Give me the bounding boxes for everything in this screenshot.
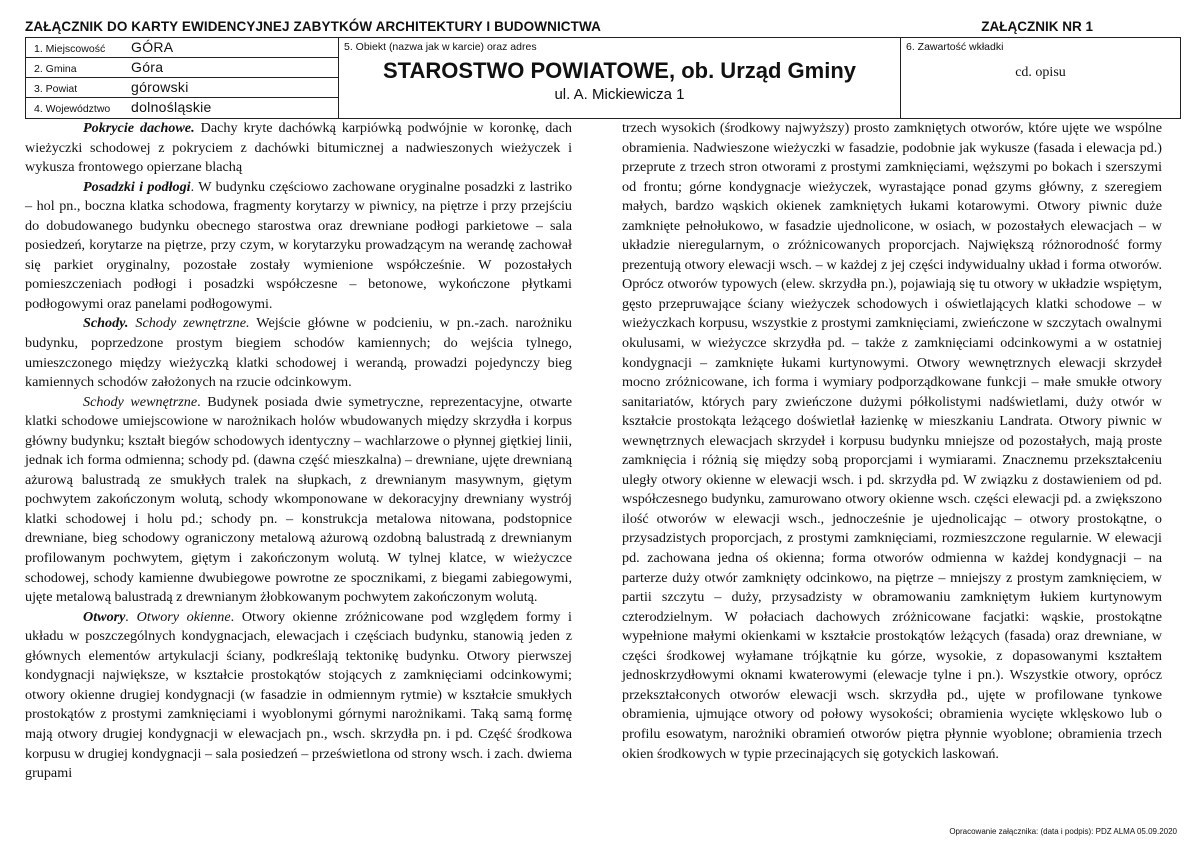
field-value: GÓRA	[131, 39, 174, 55]
paragraph-floors	[25, 178, 572, 315]
header-table	[25, 37, 1181, 119]
paragraph-openings	[25, 608, 572, 784]
contents-label: 6. Zawartość wkładki	[906, 41, 1004, 53]
annex-number: ZAŁĄCZNIK NR 1	[981, 19, 1093, 34]
field-label: 4. Województwo	[34, 103, 111, 115]
subheading-windows: . Otwory okienne	[125, 608, 231, 625]
document-title: ZAŁĄCZNIK DO KARTY EWIDENCYJNEJ ZABYTKÓW ARCHITEKTURY I BUDOWNICTWA	[25, 19, 601, 34]
contents-cell	[901, 38, 1180, 118]
field-value: dolnośląskie	[131, 99, 212, 115]
object-label: 5. Obiekt (nazwa jak w karcie) oraz adres	[344, 41, 537, 53]
field-value: Góra	[131, 59, 164, 75]
heading-openings: Otwory	[83, 608, 126, 625]
paragraph-stairs-interior	[25, 393, 572, 608]
paragraph-text: Dachy kryte dachówką karpiówką podwójnie w koronkę, dach wieżyczki schodowej z pokryciem z dachówki bitumicznej a nadwieszonych wieżyczek i wykusza frontowego opierzane blachą	[25, 120, 572, 176]
paragraph-text: . Otwory okienne zróżnicowane pod względem formy i układu w poszczególnych kondygnacjach, elewacjach i częściach budynku, stanowią jeden z głównych elementów artykulacji ściany, podkreślają tektonikę budynku. Otwory pierwszej kondygnacji największe, w kształcie prostokątów stojących z zamknięciami odcinkowymi; otwory okienne drugiej kondygnacji (w fasadzie in odmiennym rytmie) w kształcie smukłych prostokątów z prostymi zamknięciami i wyoblonymi górnymi narożnikami. Taką samą formę mają otwory drugiej kondygnacji w elewacjach pn., wsch. skrzydła pn. i pd. Część środkowa korpusu w drugiej kondygnacji – sala posiedzeń – prześwietlona od strony wsch. i zach. dwiema grupami	[25, 608, 572, 782]
object-address: ul. A. Mickiewicza 1	[554, 86, 685, 103]
field-value: górowski	[131, 79, 189, 95]
heading-roofing: Pokrycie dachowe.	[83, 120, 195, 136]
field-voivodeship	[26, 98, 338, 118]
heading-stairs: Schody.	[83, 315, 129, 332]
field-commune	[26, 58, 338, 78]
footer-signature: Opracowanie załącznika: (data i podpis): PDZ ALMA 05.09.2020	[949, 827, 1177, 836]
field-label: 2. Gmina	[34, 63, 77, 75]
subheading-interior-stairs: Schody wewnętrzne	[83, 393, 198, 410]
subheading-exterior-stairs: Schody zewnętrzne.	[128, 315, 250, 332]
paragraph-text: . W budynku częściowo zachowane oryginalne posadzki z lastriko – hol pn., boczna klatka schodowa, fragmenty korytarzy w piwnicy, na piętrze i przy przejściu do dobudowanego budynku obecnego starostwa oraz drewniane podłogi parkietowe – sala posiedzeń, korytarze na piętrze, przy czym, w korytarzyku prowadzącym na werandę zachował się parkiet oryginalny, pozostałe zostały wymienione współcześnie. W pozostałych pomieszczeniach podłogi i posadzki współczesne – betonowe, wykończone płytkami podłogowymi oraz panelami podłogowymi.	[25, 178, 573, 312]
field-locality	[26, 38, 338, 58]
paragraph-roofing	[25, 119, 572, 178]
paragraph-openings-continued: trzech wysokich (środkowy najwyższy) prosto zamkniętych otworów, które ujęte we wspólne obramienia. Nadwieszone wieżyczki w fasadzie, podobnie jak wykusze (fasada i elewacja pd.) przeprute z trzech stron otworami z prostymi zamknięciami, węższymi po bokach i szerszymi od frontu; górne kondygnacje wieżyczek, wyrastające ponad gzyms główny, z szeregiem małych, bardzo wąskich okienek zamkniętych łukami kotarowymi. Otwory piwnic duże zamknięte pełnołukowo, w fasadzie ujednolicone, w osiach, w pozostałych elewacjach – w układzie nieregularnym, o zróżnicowanych proporcjach. Największą różnorodność formy prezentują otwory elewacji wsch. – w każdej z jej części indywidualny układ i forma otworów. Oprócz otworów typowych (elew. skrzydła pn.), pojawiają się tu otwory w układzie wspiętym, gęsto przepruwające ściany wieżyczek schodowych i oświetlających klatki schodowe – w wieżyczkach korpusu, wszystkie z prostymi zamknięciami, zwieńczone w szczytach owalnymi okulusami, w wieżyczce skrzydła pd. – także z zamknięciami odcinkowymi a w ostatniej kondygnacji – zamknięte łukami kurtynowymi. Otwory wewnętrznych elewacji skrzydeł mocno zróżnicowane, ich forma i wymiary podporządkowane funkcji – małe smukłe otwory sanitariatów, których pary zwieńczone dużymi półkolistymi nadświetlami, duży otwór w kształcie prostokąta leżącego doświetlał łazienkę w mieszkaniu Landrata. Otwory piwnic w wewnętrznych elewacjach skrzydeł i korpusu budynku mniejsze od pozostałych, mają proste zamknięcia i różnią się między sobą proporcjami i wymiarami. Znacznemu przekształceniu uległy otwory okienne w elewacji wsch. i pd. skrzydła pd. W związku z dostawieniem od pd. współczesnego budynku, zamurowano otwory okienne wsch. części elewacji pd. a zwiększono ilość otworów w elewacji wsch., jednocześnie je ujednolicając – otwory prostokątne, o przysadzistych proporcjach, z prostymi zamknięciami, rozmieszczone regularnie. W elewacji pd. zachowana jedna oś okienna; forma otworów odmienna w każdej kondygnacji – na parterze duży otwór zamknięty odcinkowo, na piętrze – mniejszy z prostym zamknięciem, w partii szczytu – duży, przysadzisty w obramowaniu zamkniętym łukiem kurtynowym czterodzielnym. W połaciach dachowych zróżnicowane facjatki: wąskie, prostokątne wypełnione małymi okienkami w kształcie prostokątów leżących (fasada) oraz drewniane, w części środkowej wyłamane trójkątnie ku górze, wysokie, z dopasowanymi kształtem jednoskrzydłowymi oknami kwaterowymi (elewacje tylne i pn.). Wszystkie otwory, oprócz przekształconych otworów elewacji wsch. skrzydła pd., ujęte w profilowane tynkowe obramienia, ujmujące otwory od połowy wysokości; obramienia wycięte wklęskowo lub o profilu esowatym, narożniki obramień otworów piętra płynnie wyoblone; obramienia trzech okien środkowych w typie przecinających się gotyckich laskowań.	[622, 120, 1162, 762]
location-fields	[26, 38, 339, 118]
field-label: 1. Miejscowość	[34, 43, 106, 55]
right-text-column	[622, 119, 1162, 764]
object-name: STAROSTWO POWIATOWE, ob. Urząd Gminy	[383, 58, 856, 83]
object-cell	[339, 38, 901, 118]
heading-floors: Posadzki i podłogi	[83, 178, 191, 195]
paragraph-text: Wejście główne w podcieniu, w pn.-zach. narożniku budynku, poprzedzone prostym biegiem schodów kamiennych; do wejścia tylnego, umieszczonego między wieżyczką klatki schodowej i werandą, prowadzi pojedynczy bieg kamiennych schodów założonych na rzucie odcinkowym.	[25, 315, 573, 391]
field-county	[26, 78, 338, 98]
paragraph-stairs-exterior	[25, 314, 572, 392]
contents-value: cd. opisu	[1015, 65, 1066, 80]
paragraph-text: . Budynek posiada dwie symetryczne, reprezentacyjne, otwarte klatki schodowe umiejscowione w narożnikach holów wbudowanych między skrzydła i korpus główny budynku; kształt biegów schodowych identyczny – wachlarzowe o płynnej giętkiej linii, jednak ich forma odmienna; schody pd. (dawna część mieszkalna) – drewniane, ujęte drewnianą ażurową balustradą ze smukłych tralek na słupkach, z drewnianym masywnym, giętym pochwytem zakończonym wolutą, schody wkomponowane w dekoracyjny drewniany wystrój klatki schodowej i holu pd.; schody pn. – konstrukcja metalowa nitowana, podstopnice drewniane, bieg schodowy ograniczony metalową ażurową ozdobną balustradą z drewnianym profilowanym pochwytem, giętym i zakończonym wolutą. W tylnej klatce, w wieżyczce schodowej, schody kamienne dwubiegowe powrotne ze spocznikami, z biegami zabiegowymi, ujęte metalową balustradą z drewnianym żłobkowanym pochwytem zakończonym wolutą.	[25, 393, 573, 606]
left-text-column	[25, 119, 572, 784]
field-label: 3. Powiat	[34, 83, 78, 95]
